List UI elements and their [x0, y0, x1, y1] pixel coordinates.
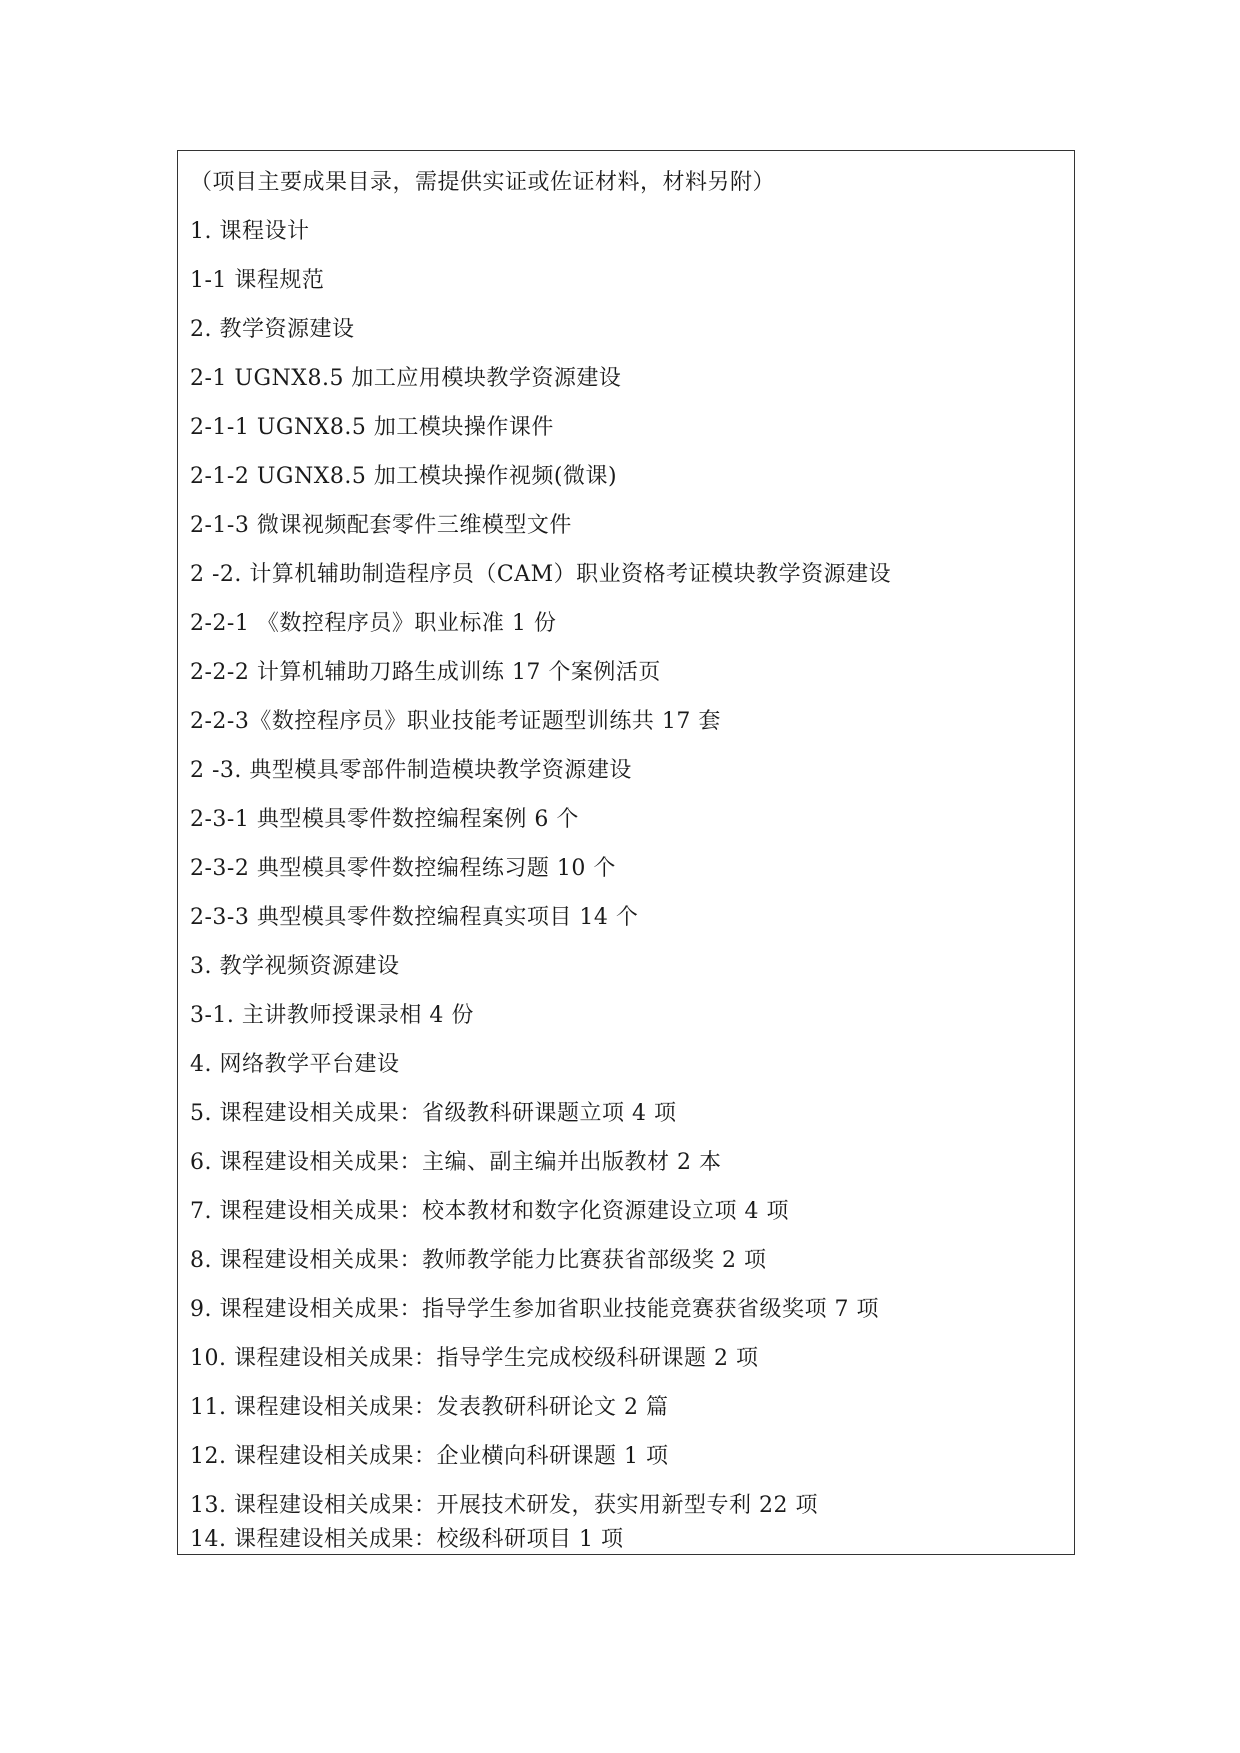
list-item: 8. 课程建设相关成果：教师教学能力比赛获省部级奖 2 项	[190, 1248, 767, 1273]
list-item: 12. 课程建设相关成果：企业横向科研课题 1 项	[190, 1444, 669, 1469]
list-item: 2 -2. 计算机辅助制造程序员（CAM）职业资格考证模块教学资源建设	[190, 562, 892, 587]
list-item: 9. 课程建设相关成果：指导学生参加省职业技能竞赛获省级奖项 7 项	[190, 1297, 879, 1322]
list-item: 1. 课程设计	[190, 219, 310, 244]
intro-note: （项目主要成果目录，需提供实证或佐证材料，材料另附）	[190, 170, 776, 195]
list-item: 3. 教学视频资源建设	[190, 954, 400, 979]
list-item: 2-3-2 典型模具零件数控编程练习题 10 个	[190, 856, 616, 881]
list-item: 2-1-3 微课视频配套零件三维模型文件	[190, 513, 572, 538]
list-item: 10. 课程建设相关成果：指导学生完成校级科研课题 2 项	[190, 1346, 759, 1371]
list-item: 4. 网络教学平台建设	[190, 1052, 400, 1077]
list-item: 2-1-1 UGNX8.5 加工模块操作课件	[190, 415, 554, 440]
list-item: 2-1 UGNX8.5 加工应用模块教学资源建设	[190, 366, 622, 391]
list-item: 5. 课程建设相关成果：省级教科研课题立项 4 项	[190, 1101, 677, 1126]
list-item: 3-1. 主讲教师授课录相 4 份	[190, 1003, 474, 1028]
list-item: 2-1-2 UGNX8.5 加工模块操作视频(微课)	[190, 464, 618, 489]
list-item: 7. 课程建设相关成果：校本教材和数字化资源建设立项 4 项	[190, 1199, 789, 1224]
list-item: 11. 课程建设相关成果：发表教研科研论文 2 篇	[190, 1395, 669, 1420]
list-item: 1-1 课程规范	[190, 268, 325, 293]
list-item: 14. 课程建设相关成果：校级科研项目 1 项	[190, 1527, 624, 1552]
list-item: 2-2-1 《数控程序员》职业标准 1 份	[190, 611, 557, 636]
list-item: 2-3-3 典型模具零件数控编程真实项目 14 个	[190, 905, 639, 930]
list-item: 2 -3. 典型模具零部件制造模块教学资源建设	[190, 758, 632, 783]
list-item: 2-3-1 典型模具零件数控编程案例 6 个	[190, 807, 579, 832]
list-item: 6. 课程建设相关成果：主编、副主编并出版教材 2 本	[190, 1150, 722, 1175]
list-item: 2-2-3《数控程序员》职业技能考证题型训练共 17 套	[190, 709, 721, 734]
list-item: 2. 教学资源建设	[190, 317, 355, 342]
list-item: 2-2-2 计算机辅助刀路生成训练 17 个案例活页	[190, 660, 661, 685]
list-item: 13. 课程建设相关成果：开展技术研发，获实用新型专利 22 项	[190, 1493, 818, 1518]
